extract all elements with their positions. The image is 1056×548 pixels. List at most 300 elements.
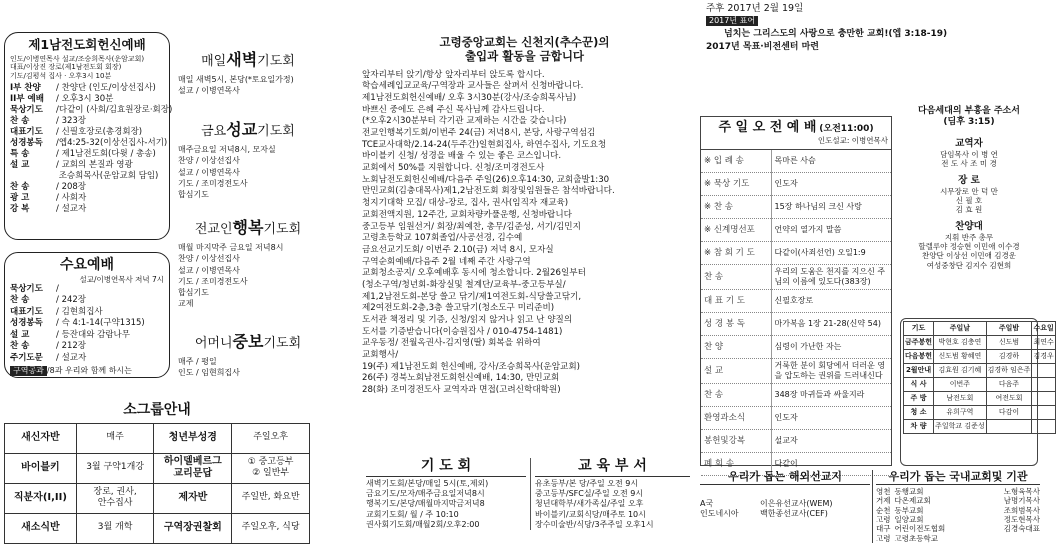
service-row: [701, 265, 891, 290]
education-line: 유초등부/본 당/주일 오전 9시: [535, 478, 639, 488]
heonsin-line: 대표/이상진 장로(제1남전도회 회장): [10, 63, 122, 72]
service-value: 우리의 도움은 천지를 지으신 주님의 이름에 있도다(383장): [771, 265, 891, 290]
domestic-box: [872, 470, 1040, 543]
prayer-line: 교제: [178, 299, 194, 309]
domestic-item: 어린이전도협회: [894, 524, 946, 534]
item-value: / 등잔대와 감람나무: [56, 329, 130, 340]
service-row: [701, 430, 891, 453]
item-key: II부 예배: [10, 93, 44, 104]
motto-tag: [706, 16, 758, 27]
notice-line: 19(주) 제1남전도회 헌신예배, 강사/조승희목사(운암교회): [362, 361, 580, 372]
staff-group: [900, 138, 1038, 169]
service-label: 대 표 기 도: [701, 290, 771, 313]
education-title: 교 육 부 서: [535, 458, 690, 477]
duty-cell: 신도범: [986, 336, 1032, 350]
domestic-title: 우리가 돕는 국내교회및 기관: [876, 470, 1040, 485]
prayer-meeting-box: [366, 458, 526, 530]
prayer-title-a: 어머니: [194, 336, 233, 351]
prayer-line: 기도 / 조미경전도사: [178, 276, 248, 286]
service-label: 환영과소식: [701, 407, 771, 430]
heonsin-item: [10, 204, 164, 215]
bulletin-date: 주후 2017년 2월 19일: [706, 3, 804, 14]
heonsin-item: [10, 171, 164, 182]
staff-line: 전 도 사 조 미 경: [941, 159, 997, 169]
prayer-line: 설교 / 이병연목사: [178, 86, 240, 96]
small-group-cell: 주일오후: [232, 423, 310, 453]
staff-key: 장 로: [958, 174, 980, 186]
small-group-cell: 청년부성경: [154, 423, 232, 453]
item-key: 설 교: [10, 329, 30, 340]
item-value: / 설교자: [56, 204, 87, 215]
service-label: 설 교: [701, 359, 771, 384]
notice-line: 교우동정/ 전월옥권사-김지영(딸) 회복을 위하여: [362, 338, 541, 349]
duty-head-cell: 주일밤: [986, 322, 1032, 336]
item-value: /: [56, 283, 59, 294]
notice-line: 전교인행복기도회/이번주 24(금) 저녁8시, 본당, 사랑구역섬김: [362, 128, 596, 139]
service-label: ※ 신계명선포: [701, 219, 771, 242]
service-label: ※ 참 회 기 도: [701, 242, 771, 265]
service-value: 신필호장로: [771, 290, 891, 313]
service-label: 찬 송: [701, 265, 771, 290]
motto-tag-label: 2017년 표어: [706, 16, 758, 26]
duty-cell: 최연수: [1032, 336, 1055, 350]
notice-line: 금요선교기도회/ 이번주 2.10(금) 저녁 8시, 모자실: [362, 244, 554, 255]
small-group-cell: 직분자(I,II): [5, 483, 77, 513]
item-key: 찬 송: [10, 341, 30, 352]
duty-row: [904, 336, 1056, 350]
duty-row: [904, 392, 1056, 406]
wednesday-title: 수요예배: [59, 257, 115, 273]
duty-head-cell: 주일날: [934, 322, 987, 336]
service-value: 언약의 열가지 말씀: [771, 219, 891, 242]
prayer-meeting-line: 새벽기도회/본당/매일 5시(토,제외): [366, 478, 489, 488]
heonsin-title: 제1남전도회헌신예배: [28, 37, 146, 52]
service-value: 인도자: [771, 407, 891, 430]
notice-line: 교회전액지원, 12주간, 교회차량카풀운행, 신청바랍니다: [362, 209, 572, 220]
item-value: / 신필호장로(총경회장): [56, 127, 143, 138]
domestic-item: 정도현목사: [1003, 514, 1040, 524]
prayer-meeting-line: 행복기도/본당/매월마지막금저녁8: [366, 499, 485, 509]
duty-row: [904, 420, 1056, 434]
domestic-item: 동부교회: [894, 505, 924, 515]
notice-line: 제2여전도회-2층,3층 쓸고닦기(청소도구 미리준비): [362, 303, 555, 314]
education-line: 장수미술반/식당/3주주일 오후1시: [535, 520, 654, 530]
prayer-line: 매주금요일 저녁8시, 모자실: [178, 145, 276, 155]
heonsin-item: [10, 182, 164, 193]
notice-line: 제1,2남전도회-본당 쓸고 닦기/제1여전도회-식당쓸고닦기,: [362, 291, 582, 302]
item-value: / 323장: [56, 116, 87, 127]
service-row: [701, 196, 891, 219]
domestic-item: 조희범목사: [1003, 505, 1040, 515]
service-row: [701, 290, 891, 313]
heonsin-item: [10, 149, 164, 160]
education-box: [530, 458, 690, 530]
small-group-cell: 구역장권찰회: [154, 513, 232, 543]
prayer-group: [178, 50, 318, 97]
staff-line: 할렐루야 정승현 이민애 이수경: [918, 241, 1020, 251]
heonsin-item: [10, 160, 164, 171]
item-value: / 208장: [56, 182, 87, 193]
item-key: 묵상기도: [10, 104, 43, 115]
staff-line: 여성중창단 김지수 김현희: [926, 260, 1012, 270]
notice-line: 교회행사/: [362, 350, 399, 361]
prayer-line: 인도 / 임현희집사: [178, 368, 240, 378]
prayer-group: [178, 332, 318, 379]
prayer-title: [178, 50, 318, 70]
heonsin-line: 인도/이병연목사 설교/조승희목사(운암교회): [10, 54, 145, 63]
small-group-cell: 하이델베르그 교리문답: [154, 453, 232, 483]
item-key: 찬 송: [10, 182, 30, 193]
small-group-table: [4, 423, 310, 544]
notice-line: 바이블키 신청/ 성경을 배울 수 있는 좋은 코스입니다.: [362, 151, 562, 162]
duty-cell: 다음주: [986, 378, 1032, 392]
domestic-item: 노형육목사: [1003, 486, 1040, 496]
duty-cell: 이번주: [934, 378, 987, 392]
notice-line: 앞자리부터 앉기/항상 앞자리부터 앉도록 합시다.: [362, 69, 545, 80]
notice-line: 28(화) 조미경전도사 교역자과 면접(고려신학대학원): [362, 385, 561, 396]
item-value: / 슥 4:1-14(구약1315): [56, 318, 145, 329]
duty-table: [903, 321, 1056, 434]
item-key: 찬 송: [10, 295, 30, 306]
staff-line: 찬양단 이상선 이민애 김경운: [921, 251, 1017, 261]
small-group-cell: 3월 구약1개강: [76, 453, 154, 483]
domestic-item: 거제: [876, 496, 891, 506]
sunday-service: [700, 116, 892, 469]
duty-cell: 김경하: [986, 350, 1032, 364]
wednesday-item: [10, 330, 164, 341]
notice-header: 출입과 활동을 금합니다: [464, 48, 585, 63]
staff-group: [900, 221, 1038, 270]
item-key: 주기도문: [10, 352, 43, 363]
item-value: 조승희목사(운암교회 담임): [56, 171, 159, 182]
small-group-cell: 주일오후, 식당: [232, 513, 310, 543]
small-group-cell: 새소식반: [5, 513, 77, 543]
prayer-meeting-line: 금요기도/모자/매주금요일저녁8시: [366, 488, 485, 498]
heonsin-line: 기도/김평석 집사 · 오후3시 10분: [10, 72, 112, 81]
staff-line: 지휘 반주 총무: [944, 232, 994, 242]
small-group-cell: 장로, 권사, 안수집사: [76, 483, 154, 513]
notice-line: 도서관 책정리 및 기증, 신청/읽지 않거나 읽고 난 양질의: [362, 315, 573, 326]
duty-cell: 청 소: [904, 406, 934, 420]
education-line: 바이블키/교회식당/매주토 10시: [535, 509, 646, 519]
small-group-cell: 제자반: [154, 483, 232, 513]
prayer-title-b: 성교: [226, 120, 258, 139]
prayer-line: 매주 / 평일: [178, 357, 217, 367]
service-value: 다같이: [771, 453, 891, 476]
staff-line: 김 효 원: [955, 205, 983, 215]
duty-cell: 금주봉헌: [904, 336, 934, 350]
domestic-item: 일양교회: [894, 514, 924, 524]
welcome-text: 다음세대의 부흥을 주소서: [918, 106, 1020, 116]
item-key: 성경봉독: [10, 138, 43, 149]
notice-line: TCE교사대학/2.14-24(두주간)일현회집사, 하연수집사, 기도요청: [362, 139, 607, 150]
small-group-cell: ① 중고등부 ② 일반부: [232, 453, 310, 483]
notice-line: 교회에서 50%를 지원합니다. 신청/조미경전도사: [362, 163, 545, 174]
duty-cell: 다음봉헌: [904, 350, 934, 364]
staff-line: 신 필 호: [955, 195, 983, 205]
wednesday-item: [10, 353, 164, 364]
wednesday-item: [10, 284, 164, 295]
service-row: [701, 173, 891, 196]
missions-box: [700, 470, 870, 519]
notice-line: 중고등부 임원선거/ 회장/최예찬, 총무/김준성, 서기/김민지: [362, 221, 581, 232]
duty-cell: [1032, 364, 1055, 378]
prayer-title-b: 행복: [232, 218, 264, 237]
prayer-title: [178, 332, 318, 352]
heonsin-item: [10, 116, 164, 127]
service-value: 348장 마귀들과 싸울지라: [771, 384, 891, 407]
duty-cell: [1032, 406, 1055, 420]
notice-line: 26(주) 경북노회남전도회헌신예배, 14:30, 만민교회: [362, 373, 560, 384]
service-label: 찬 송: [701, 384, 771, 407]
prayer-meeting-title: 기 도 회: [366, 458, 526, 477]
service-label: ※ 묵상 기도: [701, 173, 771, 196]
small-group-row: [5, 423, 310, 453]
duty-cell: 김효원 김기혜: [934, 364, 987, 378]
heonsin-item: [10, 104, 173, 116]
item-value: /다같이 (사회/김효원장로·회장): [56, 104, 173, 115]
prayer-title-c: 기도회: [263, 336, 302, 351]
prayer-line: 설교 / 이병연목사: [178, 167, 240, 177]
missions-title: 우리가 돕는 해외선교지: [700, 470, 870, 485]
duty-cell: 여전도회: [986, 392, 1032, 406]
small-group-title: 소그룹안내: [123, 402, 191, 418]
notice-line: 만민교회(김충대목사)제1,2남전도회 회장및임원들은 참석바랍니다.: [362, 186, 615, 197]
service-value: 마가복음 1장 21-28(신약 54): [771, 313, 891, 336]
domestic-item: 동행교회: [894, 486, 924, 496]
domestic-item: 다온제교회: [894, 496, 931, 506]
prayer-title-c: 기도회: [257, 124, 295, 139]
service-row: [701, 359, 891, 384]
domestic-item: 고령초등학교: [894, 533, 938, 543]
duty-cell: 식 사: [904, 378, 934, 392]
item-key: 찬 송: [10, 116, 30, 127]
notice-line: 도서를 기증받습니다(이승원집사 / 010-4754-1481): [362, 326, 563, 337]
duty-cell: 주 방: [904, 392, 934, 406]
item-value: / 교회의 본질과 영광: [56, 160, 133, 171]
service-row: [701, 407, 891, 430]
duty-cell: 2월안내: [904, 364, 934, 378]
duty-cell: 주일학교 김준성: [934, 420, 987, 434]
duty-cell: 신도범 황혜연: [934, 350, 987, 364]
prayer-group: [178, 120, 318, 200]
prayer-line: 찬양 / 이상선집사: [178, 156, 240, 166]
domestic-item: 순천: [876, 505, 891, 515]
domestic-item: 대구: [876, 524, 891, 534]
duty-row: [904, 364, 1056, 378]
small-group-row: [5, 453, 310, 483]
prayer-line: 합심기도: [178, 190, 209, 199]
mission-name: 이은유선교사(WEM): [760, 498, 833, 508]
wednesday-item: [10, 318, 164, 329]
item-value: / 오후3시 30분: [56, 93, 114, 104]
item-key: 강 복: [10, 204, 30, 215]
staff-line: 시무장로 안 덕 만: [940, 186, 998, 196]
duty-cell: 김경우: [1032, 350, 1055, 364]
domestic-item: 남명기목사: [1003, 496, 1040, 506]
heonsin-item: [10, 127, 164, 138]
duty-cell: 김경하 임은주: [986, 364, 1032, 378]
notice-line: 고령초등학교 107회졸업/사공선경, 김수예: [362, 233, 523, 244]
notice-header: 고령중앙교회는 신천지(추수꾼)의: [439, 35, 610, 49]
item-value: / 사회자: [56, 193, 87, 204]
notice-line: 바쁘신 중에도 은혜 주신 목사님께 감사드립니다.: [362, 104, 545, 115]
service-value: 목마른 사슴: [771, 150, 891, 173]
service-row: [701, 219, 891, 242]
domestic-item: 고령: [876, 533, 891, 543]
service-label: 찬 양: [701, 336, 771, 359]
duty-row: [904, 406, 1056, 420]
small-group-cell: 3월 개학: [76, 513, 154, 543]
service-leader: 인도설교: 이병연목사: [817, 136, 888, 146]
wednesday-item: [10, 307, 164, 318]
wednesday-item: [10, 341, 164, 352]
notice-line: (*오후2시30분부터 각기관 교제하는 시간을 갖습니다): [362, 116, 567, 127]
item-key: 특 송: [10, 149, 30, 160]
welcome-ref: (딤후 3:15): [943, 117, 995, 128]
service-value: 15장 하나님의 크신 사랑: [771, 196, 891, 219]
mission-row: [700, 499, 870, 509]
heonsin-item: [10, 94, 164, 105]
duty-head-cell: 수요일: [1032, 322, 1055, 336]
note-tag: 구역공과: [10, 366, 47, 376]
note-text: /8과 우리와 함께 하시는: [46, 366, 132, 376]
item-value: / 212장: [56, 341, 87, 352]
mission-country: 인도네시아: [700, 508, 739, 518]
service-row: [701, 313, 891, 336]
duty-cell: 다감이: [986, 406, 1032, 420]
duty-table-wrap: [900, 318, 1054, 466]
duty-cell: 박현호 김충연: [934, 336, 987, 350]
staff-key: 교역자: [955, 138, 983, 149]
service-value: 거룩한 분이 회당에서 더러운 영을 압도하는 권위를 드러내신다: [771, 359, 891, 384]
small-group-cell: 주일반, 화요반: [232, 483, 310, 513]
wednesday-service-box: [4, 252, 170, 378]
small-group-cell: 새신자반: [5, 423, 77, 453]
staff-key: 찬양대: [955, 220, 983, 232]
item-key: 대표기도: [10, 306, 43, 317]
prayer-line: 매월 마지막주 금요일 저녁8시: [178, 243, 284, 253]
duty-head-cell: 기도: [904, 322, 934, 336]
announcements: [362, 36, 687, 397]
service-label: 폐 회 송: [701, 453, 771, 476]
item-value: / 김현희집사: [56, 306, 103, 317]
prayer-line: 매일 새벽5시, 본당(*토요일가정): [178, 75, 294, 85]
item-value: /엡4:25-32(이상선집사-서기): [56, 138, 168, 149]
small-group-cell: 바이블키: [5, 453, 77, 483]
notice-line: 노회남전도회헌신예배/다음주 주일(26)오후14:30, 교회출발1:30: [362, 174, 610, 185]
service-label: 성 경 봉 독: [701, 313, 771, 336]
service-order: [701, 150, 891, 477]
wednesday-sub: 설교/이병연목사 저녁 7시: [79, 274, 164, 284]
duty-head: [904, 322, 1056, 336]
domestic-item: 고령: [876, 514, 891, 524]
staff-list: [900, 138, 1038, 276]
small-group-row: [5, 483, 310, 513]
item-key: 묵상기도: [10, 283, 43, 294]
notice-line: 교회청소공지/ 오후예배후 동시에 청소합니다. 2월26일부터: [362, 268, 586, 279]
service-title: 주 일 오 전 예 배: [718, 120, 817, 135]
duty-row: [904, 378, 1056, 392]
item-value: / 찬양단 (인도/이상선집사): [56, 82, 156, 93]
small-group-row: [5, 513, 310, 543]
prayer-title-c: 기도회: [257, 54, 295, 69]
service-label: ※ 입 례 송: [701, 150, 771, 173]
prayer-meeting-line: 교회기도회/ 월 / 주 10:10: [366, 509, 459, 519]
duty-cell: 차 량: [904, 420, 934, 434]
prayer-title: [178, 120, 318, 140]
notice-line: 구역순회예배/다음주 2월 네째 주간 사랑구역: [362, 256, 531, 267]
prayer-group: [178, 218, 318, 309]
duty-cell: [986, 420, 1032, 434]
service-time: (오전11:00): [819, 124, 874, 134]
heonsin-service-box: [4, 32, 173, 240]
item-key: 설 교: [10, 160, 30, 171]
prayer-title: [178, 218, 318, 238]
service-value: 설교자: [771, 430, 891, 453]
duty-cell: [1032, 392, 1055, 406]
notice-line: (청소구역/청년회-화장실및 철계단/교육부-중고등부실/: [362, 279, 566, 290]
prayer-line: 찬양 / 이상선집사: [178, 254, 240, 264]
notice-line: 제1남전도회헌신예배/ 오후 3시30분(강사/조승희목사님): [362, 92, 577, 103]
item-value: / 제1남전도회(다윗 / 총송): [56, 149, 156, 160]
service-row: [701, 242, 891, 265]
education-line: 청년대학부/새가족실/주일 오후: [535, 499, 644, 509]
item-value: / 242장: [56, 295, 87, 306]
service-value: 심령이 가난한 자는: [771, 336, 891, 359]
item-value: / 설교자: [56, 352, 87, 363]
service-label: 봉헌및강복: [701, 430, 771, 453]
motto2: 2017년 목표·비전센터 마련: [706, 42, 819, 52]
item-key: 성경봉독: [10, 318, 43, 329]
duty-cell: [1032, 378, 1055, 392]
service-row: [701, 384, 891, 407]
duty-cell: 남전도회: [934, 392, 987, 406]
service-row: [701, 150, 891, 173]
small-group-section: [4, 402, 310, 544]
staff-group: [900, 175, 1038, 215]
domestic-item: 영천: [876, 486, 891, 496]
duty-row: [904, 350, 1056, 364]
wednesday-item: [10, 295, 164, 306]
prayer-title-b: 중보: [232, 332, 264, 351]
service-value: 인도자: [771, 173, 891, 196]
item-key: I부 찬양: [10, 82, 41, 93]
education-line: 중고등부/SFC실/주일 오전 9시: [535, 488, 644, 498]
mission-name: 백한종선교사(CEF): [760, 508, 828, 518]
item-key: 광 고: [10, 193, 30, 204]
heonsin-item: [10, 138, 168, 149]
prayer-line: 설교 / 이병연목사: [178, 265, 240, 275]
small-group-cell: 매주: [76, 423, 154, 453]
notice-line: 청지기대학 모집/ 대상-장로, 집사, 권사(임직자 재교육): [362, 198, 569, 209]
service-row: [701, 336, 891, 359]
prayer-line: 합심기도: [178, 288, 209, 297]
prayer-title-a: 금요: [201, 124, 227, 139]
welcome: [900, 106, 1038, 129]
heonsin-item: [10, 193, 164, 204]
heonsin-item: [10, 83, 164, 94]
prayer-title-a: 매일: [201, 54, 227, 69]
prayer-title-c: 기도회: [263, 222, 302, 237]
prayer-line: 기도 / 조미경전도사: [178, 178, 248, 188]
motto: 넘치는 그리스도의 사랑으로 충만한 교회!(엡 3:18-19): [724, 29, 948, 39]
domestic-item: 김경숙대표: [1003, 524, 1040, 534]
mission-row: [700, 509, 870, 519]
service-label: ※ 찬 송: [701, 196, 771, 219]
duty-cell: 유희구역: [934, 406, 987, 420]
duty-cell: [1032, 420, 1055, 434]
